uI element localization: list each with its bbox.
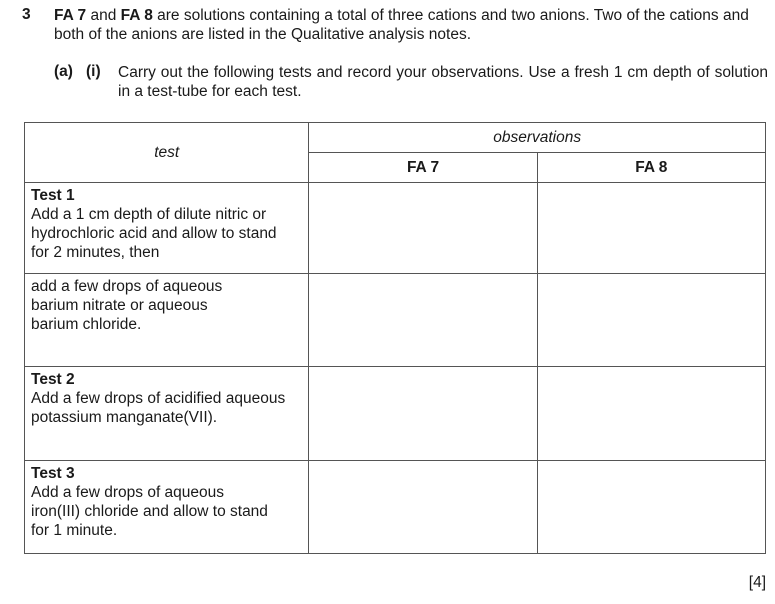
test-line: barium nitrate or aqueous	[31, 297, 208, 314]
part-a-label: (a)	[54, 63, 73, 80]
test-line: potassium manganate(VII).	[31, 409, 218, 426]
table-row	[25, 461, 766, 554]
part-instruction: Carry out the following tests and record your observations. Use a fresh 1 cm depth of solution in a test-tube for each test.	[118, 64, 768, 100]
test-line: Add a 1 cm depth of dilute nitric or	[31, 206, 267, 223]
fa8-observation-cell[interactable]	[537, 183, 765, 274]
marks-label: [4]	[748, 574, 766, 591]
test-line: barium chloride.	[31, 316, 142, 333]
fa7-observation-cell[interactable]	[309, 461, 537, 554]
header-fa7: FA 7	[309, 153, 537, 183]
test-line: Add a few drops of aqueous	[31, 484, 225, 501]
test-line: for 2 minutes, then	[31, 244, 160, 261]
test-line: add a few drops of aqueous	[31, 278, 223, 295]
intro-fa8: FA 8	[120, 7, 153, 24]
test-line: hydrochloric acid and allow to stand	[31, 225, 277, 242]
fa7-observation-cell[interactable]	[309, 367, 537, 461]
test-title: Test 2	[31, 371, 75, 388]
test-title: Test 1	[31, 187, 75, 204]
intro-fa7: FA 7	[54, 7, 87, 24]
test-line: iron(III) chloride and allow to stand	[31, 503, 268, 520]
observations-table	[24, 122, 766, 554]
header-observations: observations	[309, 123, 766, 153]
intro-rest: are solutions containing a total of three cations and two anions. Two of the cations and both of the anions are listed in the Qualitative analysis notes.	[54, 7, 749, 43]
test-line: for 1 minute.	[31, 522, 118, 539]
question-intro	[54, 6, 770, 44]
header-fa8: FA 8	[537, 153, 765, 183]
test-cell	[25, 274, 309, 367]
table-row	[25, 274, 766, 367]
fa8-observation-cell[interactable]	[537, 461, 765, 554]
header-test: test	[25, 123, 309, 183]
fa7-observation-cell[interactable]	[309, 183, 537, 274]
part-i-label: (i)	[86, 63, 101, 80]
fa8-observation-cell[interactable]	[537, 274, 765, 367]
table-row	[25, 183, 766, 274]
part-label	[54, 63, 101, 81]
test-cell	[25, 461, 309, 554]
test-line: Add a few drops of acidified aqueous	[31, 390, 286, 407]
table-row	[25, 367, 766, 461]
test-cell	[25, 183, 309, 274]
fa8-observation-cell[interactable]	[537, 367, 765, 461]
fa7-observation-cell[interactable]	[309, 274, 537, 367]
test-cell	[25, 367, 309, 461]
test-title: Test 3	[31, 465, 75, 482]
intro-and: and	[86, 7, 121, 24]
question-number: 3	[22, 6, 31, 23]
